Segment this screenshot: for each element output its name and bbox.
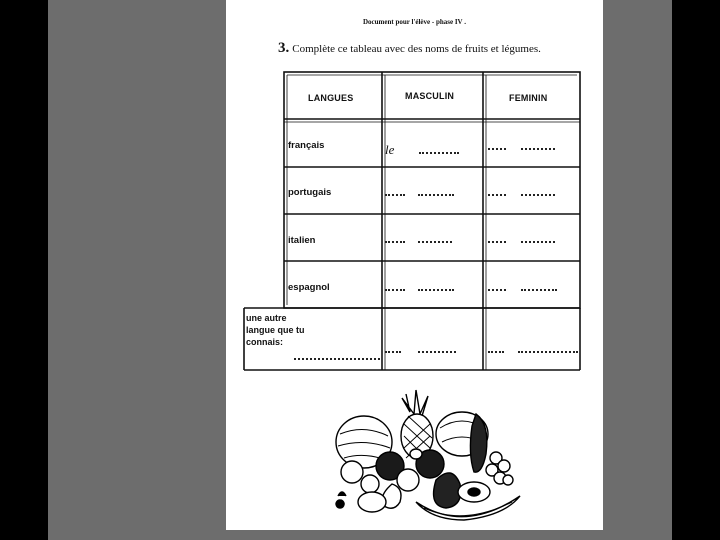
answer-blank[interactable] bbox=[488, 288, 506, 291]
header-feminine: FEMININ bbox=[509, 93, 548, 103]
answer-blank[interactable] bbox=[488, 193, 506, 196]
answer-blank[interactable] bbox=[521, 288, 557, 291]
answer-blank[interactable] bbox=[385, 288, 405, 291]
row-label-italien: italien bbox=[288, 235, 316, 246]
exercise-number: 3. bbox=[278, 40, 290, 56]
answer-blank[interactable] bbox=[518, 350, 578, 353]
other-language-line-2: langue que tu bbox=[246, 325, 305, 335]
answer-blank[interactable] bbox=[418, 350, 456, 353]
fruit-basket-illustration bbox=[324, 384, 524, 526]
answer-blank[interactable] bbox=[385, 240, 405, 243]
answer-blank[interactable] bbox=[418, 193, 454, 196]
answer-blank[interactable] bbox=[419, 151, 459, 154]
answer-blank[interactable] bbox=[488, 147, 506, 150]
instruction-text: Complète ce tableau avec des noms de fruits et légumes. bbox=[292, 43, 541, 55]
exercise-instruction bbox=[278, 40, 541, 57]
masculine-article-le: le bbox=[385, 142, 395, 157]
row-label-portugais: portugais bbox=[288, 187, 332, 198]
row-label-espagnol: espagnol bbox=[288, 282, 330, 293]
answer-blank[interactable] bbox=[418, 240, 452, 243]
row-label-francais: français bbox=[288, 140, 325, 151]
other-language-line-3: connais: bbox=[246, 337, 284, 347]
answer-blank[interactable] bbox=[385, 193, 405, 196]
answer-blank[interactable] bbox=[385, 350, 401, 353]
answer-blank-language-name[interactable] bbox=[294, 357, 380, 360]
header-masculine: MASCULIN bbox=[405, 91, 455, 101]
header-languages: LANGUES bbox=[308, 93, 354, 103]
answer-blank[interactable] bbox=[521, 147, 555, 150]
viewer-background bbox=[48, 0, 672, 540]
answer-blank[interactable] bbox=[521, 193, 555, 196]
worksheet-page bbox=[226, 0, 603, 530]
answer-blank[interactable] bbox=[418, 288, 454, 291]
row-label-other-language bbox=[246, 312, 336, 348]
answer-blank[interactable] bbox=[488, 350, 504, 353]
answer-blank[interactable] bbox=[521, 240, 555, 243]
answer-blank[interactable] bbox=[488, 240, 506, 243]
other-language-line-1: une autre bbox=[246, 313, 287, 323]
document-header: Document pour l'élève - phase IV . bbox=[363, 18, 466, 26]
